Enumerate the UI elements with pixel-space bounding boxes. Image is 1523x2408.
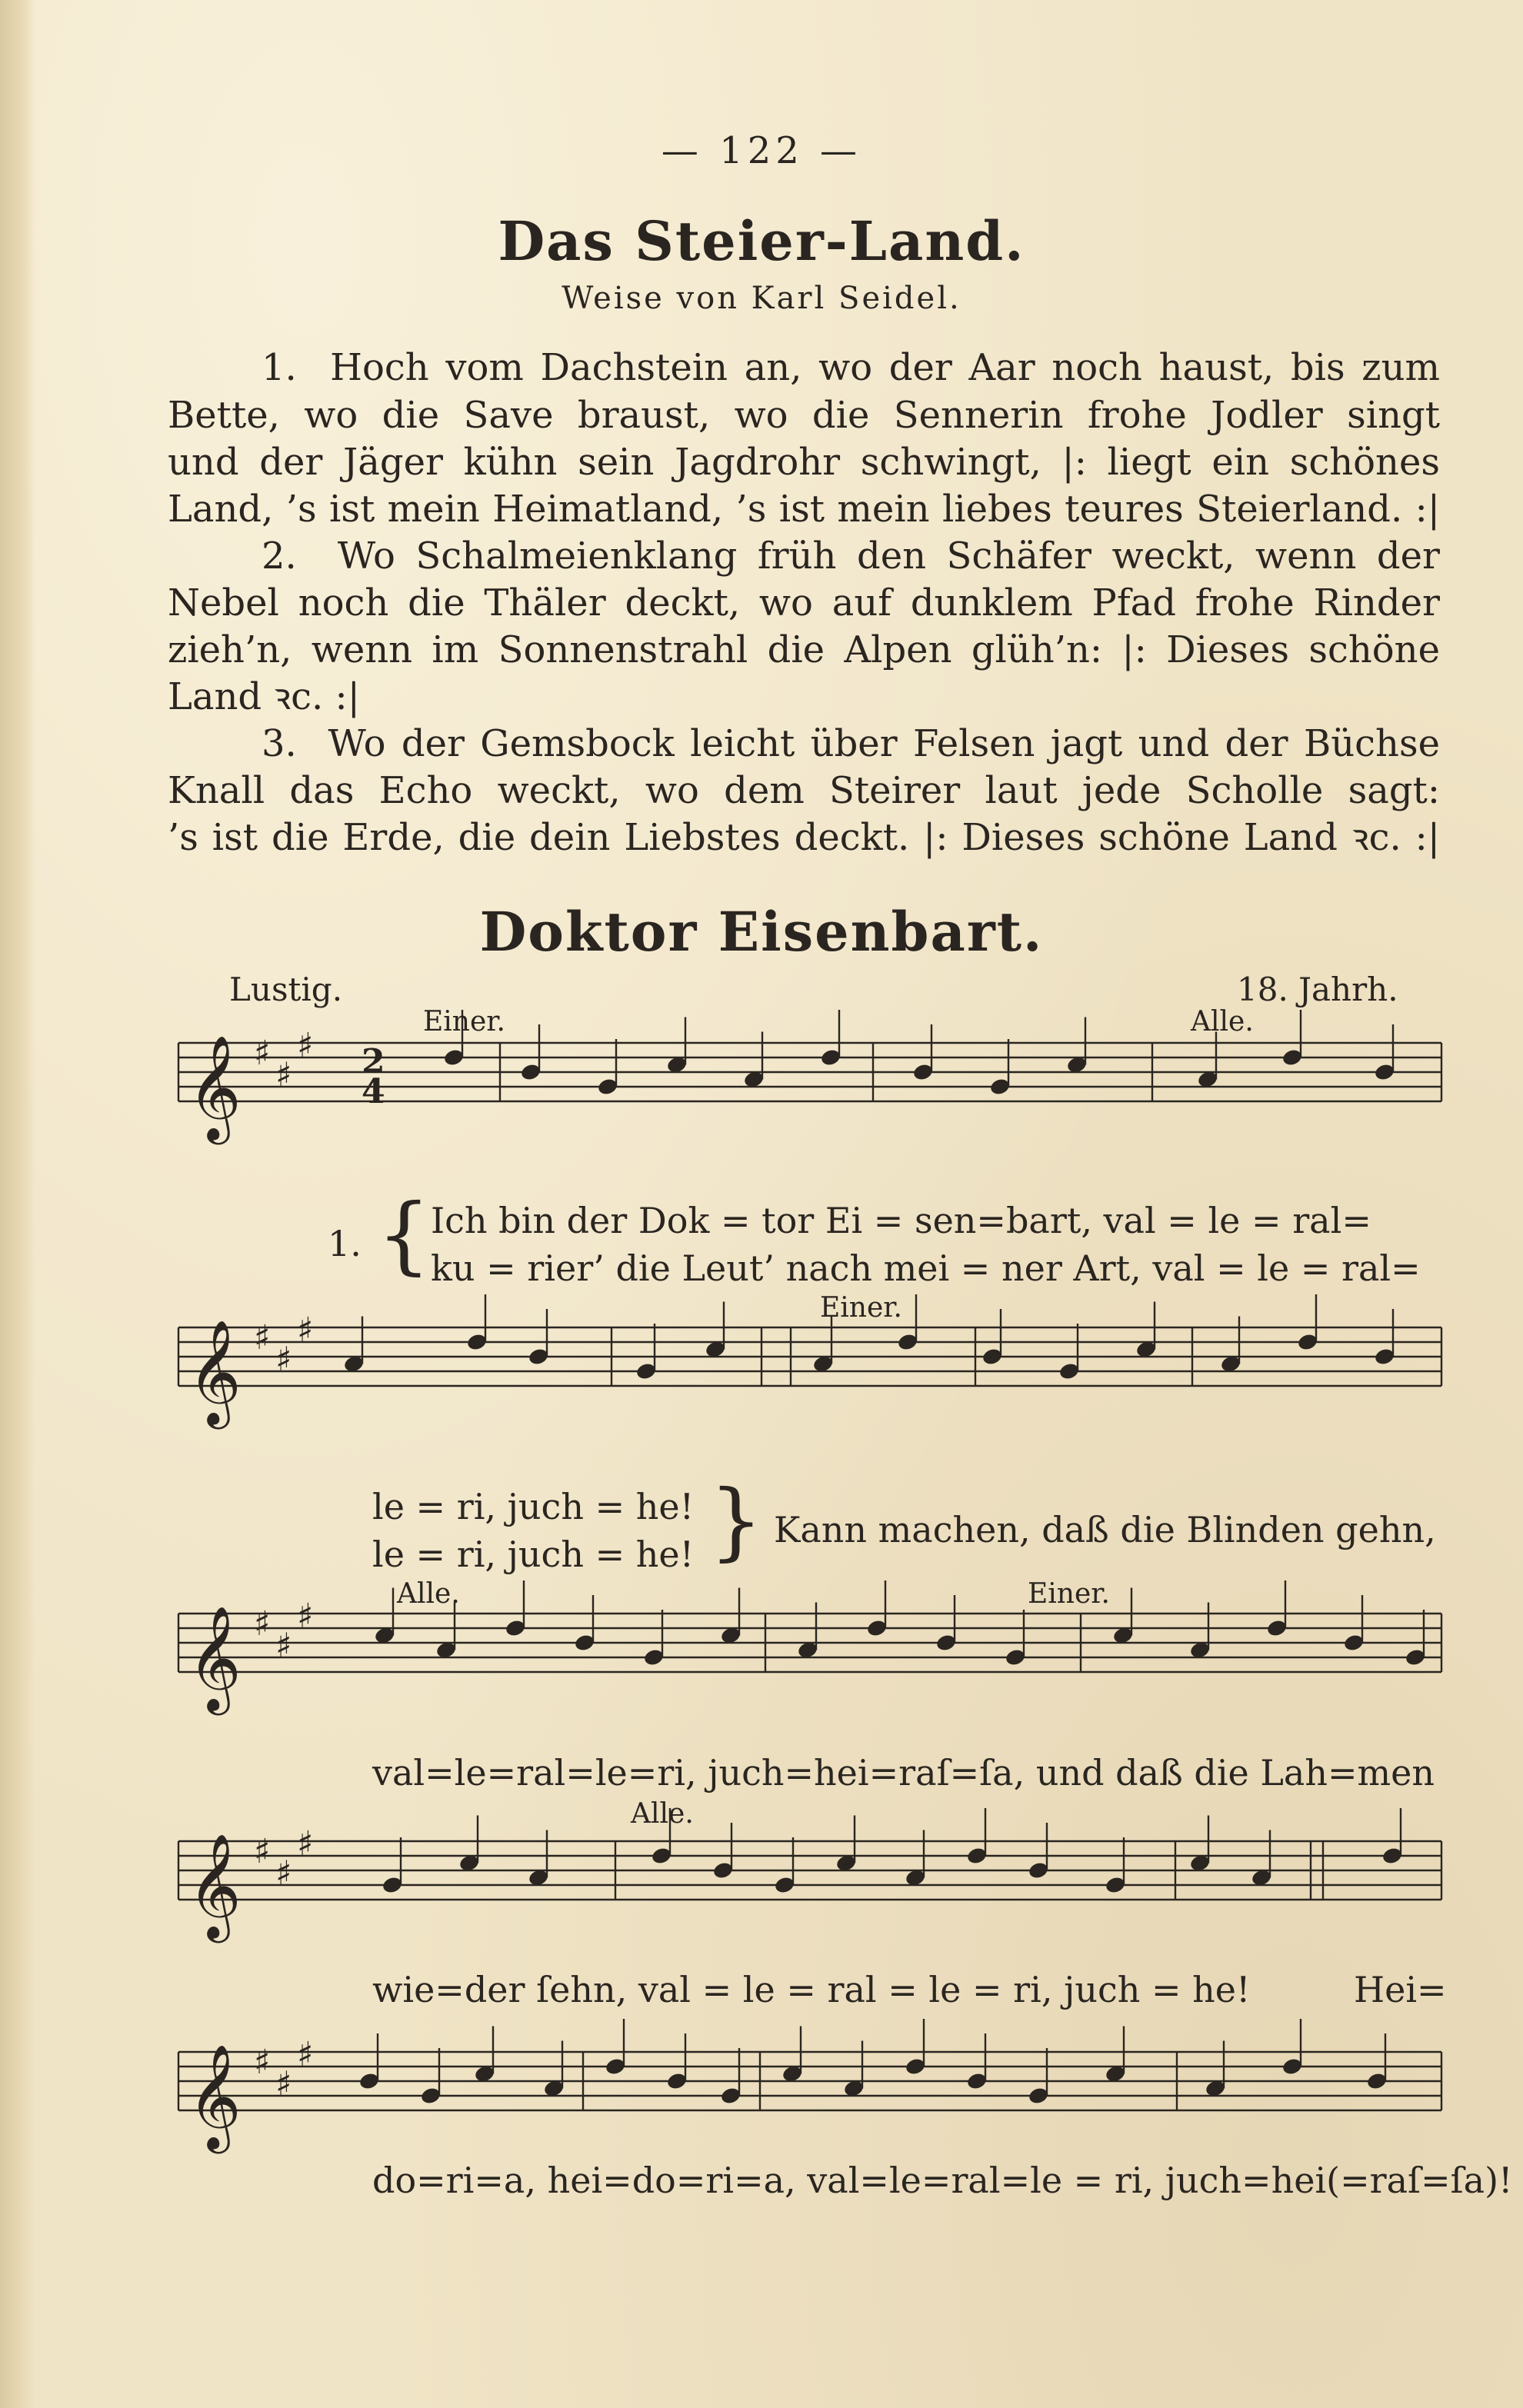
staves bbox=[178, 1043, 1441, 2110]
treble-clef-icon: 𝄞 bbox=[188, 2043, 242, 2149]
verse-line: ’s ist die Erde, die dein Liebstes deckt. |: Dieses schöne Land ꝛc. :| bbox=[168, 816, 1440, 859]
lyric-line: le = ri, juch = he! bbox=[372, 1534, 695, 1575]
sharp-icon: ♯ bbox=[297, 1026, 314, 1065]
performer-label: Alle. bbox=[397, 1578, 460, 1610]
sharp-icon: ♯ bbox=[275, 1626, 292, 1666]
date-marking: 18. Jahrh. bbox=[1237, 971, 1398, 1008]
song-title-doktor-eisenbart: Doktor Eisenbart. bbox=[479, 900, 1044, 964]
lyric-line: Hei= bbox=[1354, 1969, 1447, 2010]
sharp-icon: ♯ bbox=[275, 1853, 292, 1893]
sharp-icon: ♯ bbox=[297, 2035, 314, 2074]
performer-label: Alle. bbox=[1191, 1006, 1254, 1037]
verse-line: Nebel noch die Thäler deckt, wo auf dunklem Pfad frohe Rinder bbox=[168, 581, 1440, 624]
lyric-brace-right: } bbox=[709, 1471, 763, 1570]
verse-line: 3. Wo der Gemsbock leicht über Felsen jagt und der Büchse bbox=[262, 722, 1440, 765]
lyric-line: do=ri=a, hei=do=ri=a, val=le=ral=le = ri, juch=hei(=raſ=ſa)! bbox=[372, 2160, 1513, 2201]
sharp-icon: ♯ bbox=[254, 1318, 271, 1357]
song-title-steier-land: Das Steier-Land. bbox=[498, 209, 1025, 273]
sharp-icon: ♯ bbox=[275, 2064, 292, 2104]
performer-label: Alle. bbox=[631, 1798, 694, 1830]
verse-line: Land, ’s ist mein Heimatland, ’s ist mein liebes teures Steierland. :| bbox=[168, 488, 1440, 531]
lyric-brace-left: { bbox=[377, 1185, 431, 1284]
time-signature-top: 2 bbox=[362, 1042, 385, 1081]
lyric-line: ku = rier’ die Leut’ nach mei = ner Art, val = le = ral= bbox=[431, 1247, 1421, 1289]
lyric-line: le = ri, juch = he! bbox=[372, 1486, 695, 1527]
lyric-line: val=le=ral=le=ri, juch=hei=raſ=ſa, und daß die Lah=men bbox=[372, 1752, 1435, 1794]
lyric-line: Ich bin der Dok = tor Ei = sen=bart, val = le = ral= bbox=[431, 1200, 1371, 1241]
performer-label: Einer. bbox=[820, 1292, 902, 1324]
sharp-icon: ♯ bbox=[254, 1604, 271, 1644]
song-composer: Weise von Karl Seidel. bbox=[562, 281, 961, 316]
treble-clef-icon: 𝄞 bbox=[188, 1604, 242, 1710]
sharp-icon: ♯ bbox=[275, 1340, 292, 1380]
lyric-line: wie=der ſehn, val = le = ral = le = ri, juch = he! bbox=[372, 1969, 1251, 2010]
performer-label: Einer. bbox=[1028, 1578, 1110, 1610]
sharp-icon: ♯ bbox=[297, 1311, 314, 1350]
sharp-icon: ♯ bbox=[275, 1055, 292, 1095]
verse-line: und der Jäger kühn sein Jagdrohr schwingt, |: liegt ein schönes bbox=[168, 441, 1440, 484]
verse-line: Land ꝛc. :| bbox=[168, 675, 360, 718]
treble-clef-icon: 𝄞 bbox=[188, 1832, 242, 1938]
sharp-icon: ♯ bbox=[297, 1597, 314, 1636]
verse-line: 2. Wo Schalmeienklang früh den Schäfer weckt, wenn der bbox=[262, 535, 1440, 578]
sharp-icon: ♯ bbox=[254, 2043, 271, 2082]
verse-line: 1. Hoch vom Dachstein an, wo der Aar noch haust, bis zum bbox=[262, 346, 1440, 389]
tempo-marking: Lustig. bbox=[229, 971, 343, 1008]
treble-clef-icon: 𝄞 bbox=[188, 1318, 242, 1424]
verse-line: Knall das Echo weckt, wo dem Steirer laut jede Scholle sagt: bbox=[168, 769, 1440, 812]
time-signature-bottom: 4 bbox=[362, 1072, 385, 1111]
performer-label: Einer. bbox=[423, 1006, 505, 1037]
verse-number: 1. bbox=[328, 1223, 362, 1264]
sharp-icon: ♯ bbox=[254, 1034, 271, 1073]
treble-clef-icon: 𝄞 bbox=[188, 1034, 242, 1140]
verse-line: zieh’n, wenn im Sonnenstrahl die Alpen glüh’n: |: Dieses schöne bbox=[168, 628, 1440, 671]
verse-line: Bette, wo die Save braust, wo die Sennerin frohe Jodler singt bbox=[168, 394, 1440, 437]
notes bbox=[188, 1010, 1426, 2153]
sharp-icon: ♯ bbox=[297, 1824, 314, 1863]
page-number: — 122 — bbox=[661, 129, 862, 172]
sharp-icon: ♯ bbox=[254, 1832, 271, 1871]
lyric-line: Kann machen, daß die Blinden gehn, bbox=[774, 1509, 1436, 1550]
